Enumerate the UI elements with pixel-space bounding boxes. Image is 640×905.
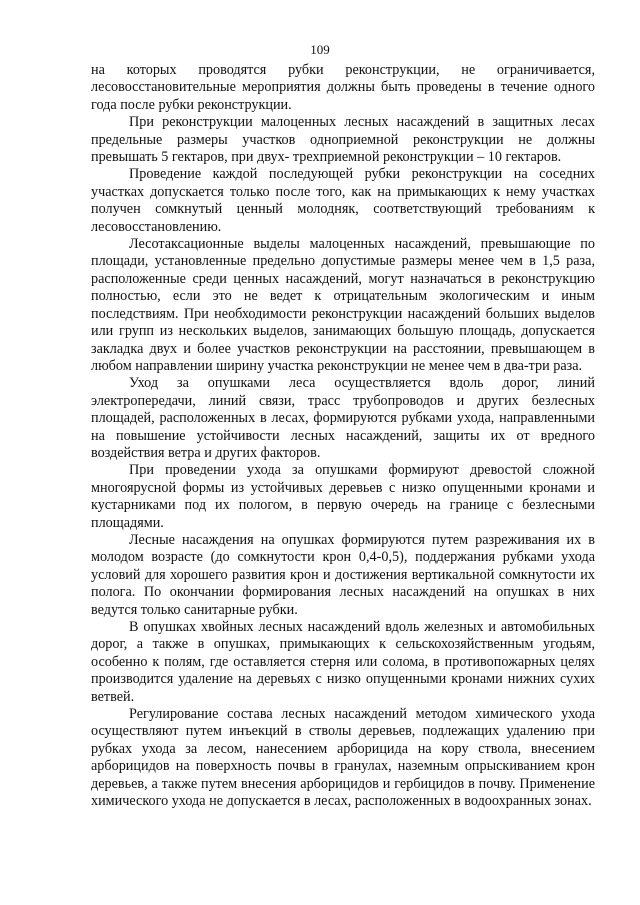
paragraph: При проведении ухода за опушками формируют древостой сложной многоярусной формы из устойчивых деревьев с низко опущенными кронами и кустарниками под их пологом, в первую очередь на границе с безлесными площадями. xyxy=(91,462,595,531)
paragraph: Уход за опушками леса осуществляется вдоль дорог, линий электропередачи, линий связи, трасс трубопроводов и других безлесных площадей, расположенных в лесах, формируются рубками ухода, направленными на повышение устойчивости лесных насаждений, защиты их от вредного воздействия ветра и других факторов. xyxy=(91,375,595,461)
paragraph: Регулирование состава лесных насаждений методом химического ухода осуществляют путем инъекций в стволы деревьев, подлежащих удалению при рубках ухода за лесом, нанесением арборицида на кору ствола, внесением арборицидов на поверхность почвы в гранулах, наземным опрыскиванием крон деревьев, а также путем внесения арборицидов и гербицидов в почву. Применение химического ухода не допускается в лесах, расположенных в водоохранных зонах. xyxy=(91,706,595,810)
paragraph: При реконструкции малоценных лесных насаждений в защитных лесах предельные размеры участков одноприемной реконструкции не должны превышать 5 гектаров, при двух- трехприемной реконструкции – 10 гектаров. xyxy=(91,114,595,166)
paragraph: Лесные насаждения на опушках формируются путем разреживания их в молодом возрасте (до сомкнутости крон 0,4-0,5), поддержания рубками ухода условий для хорошего развития крон и достижения вертикальной сомкнутости их полога. По окончании формирования лесных насаждений на опушках в них ведутся только санитарные рубки. xyxy=(91,531,595,618)
paragraph: В опушках хвойных лесных насаждений вдоль железных и автомобильных дорог, а также в опушках, примыкающих к сельскохозяйственным угодьям, особенно к полям, где оставляется стерня или солома, в противопожарных целях производится удаление на деревьях с низко опущенными кронами нижних сухих ветвей. xyxy=(91,619,595,705)
paragraph: Проведение каждой последующей рубки реконструкции на соседних участках допускается только после того, как на примыкающих к нему участках получен сомкнутый ценный молодняк, соответствующий требованиям к лесовосстановлению. xyxy=(91,166,595,235)
paragraph: Лесотаксационные выделы малоценных насаждений, превышающие по площади, установленные предельно допустимые размеры менее чем в 1,5 раза, расположенные среди ценных насаждений, могут назначаться в реконструкцию полностью, если это не ведет к отрицательным экологическим и иным последствиям. При необходимости реконструкции насаждений больших выделов или групп из нескольких выделов, занимающих большую площадь, допускается закладка двух и более участков реконструкции на расстоянии, превышающем в любом направлении ширину участка реконструкции не менее чем в два-три раза. xyxy=(91,236,595,374)
paragraph-continued: на которых проводятся рубки реконструкции, не ограничивается, лесовосстановительные мероприятия должны быть проведены в течение одного года после рубки реконструкции. xyxy=(91,62,595,113)
document-body xyxy=(91,62,595,810)
page-number: 109 xyxy=(310,42,330,57)
